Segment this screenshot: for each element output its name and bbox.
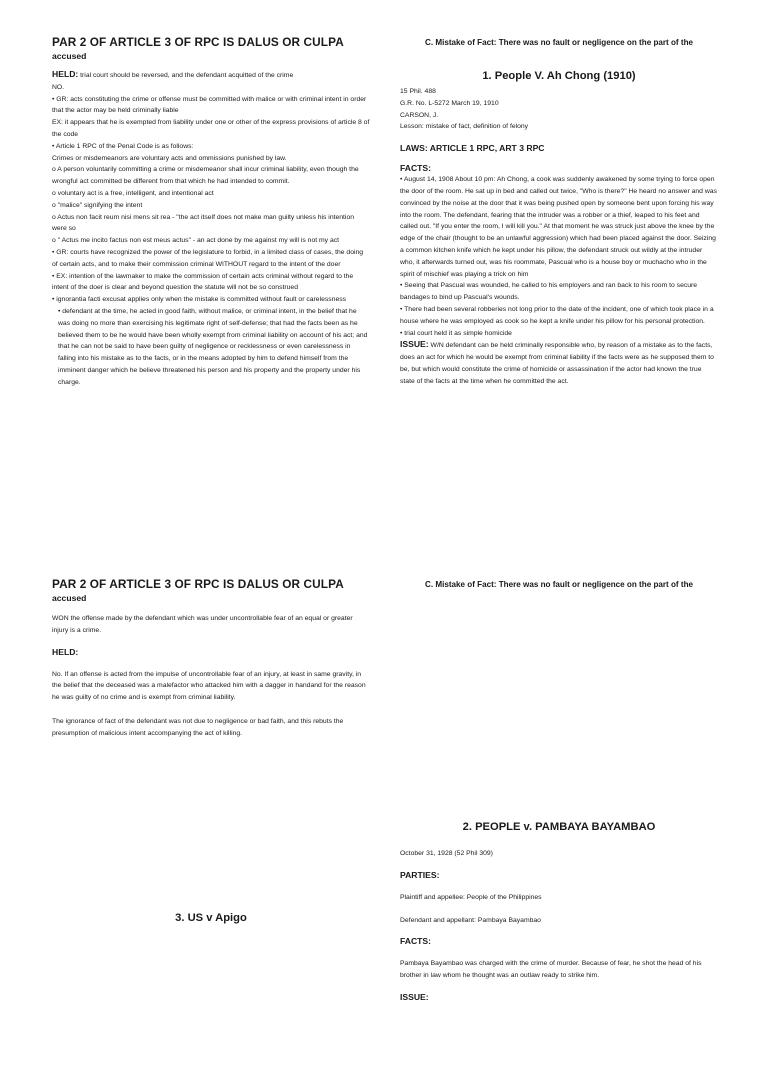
body-line: • EX: intention of the lawmaker to make the commission of certain acts criminal without regard to the intent of the doer is clear and beyond question the statute will not be so construed [52, 272, 354, 292]
body-line: o A person voluntarily committing a crime or misdemeanor shall incur criminal liability, even though the wrongful act committed be different from that which he had intended to commit. [52, 166, 359, 186]
held-text: trial court should be reversed, and the defendant acquitted of the crime [78, 72, 294, 79]
running-header: C. Mistake of Fact: There was no fault or negligence on the part of the [424, 580, 694, 589]
fact-item: • trial court held it as simple homicide [400, 329, 512, 337]
body-line: Crimes or misdemeanors are voluntary acts and ommissions punished by law. [52, 154, 287, 162]
parties-label: PARTIES: [400, 869, 440, 880]
body-line: o "malice" signifying the intent [52, 201, 143, 209]
section-heading: PAR 2 OF ARTICLE 3 OF RPC IS DALUS OR CULPA [52, 577, 344, 591]
body-line: o voluntary act is a free, intelligent, and intentional act [52, 189, 214, 197]
section-subheading: accused [52, 593, 87, 603]
date-line: October 31, 1928 (52 Phil 309) [400, 850, 493, 857]
case-title: 2. PEOPLE v. PAMBAYA BAYAMBAO [462, 821, 656, 833]
body-line: NO. [52, 83, 65, 91]
fact-item: • Seeing that Pascual was wounded, he called to his employers and ran back to his room to secure bandages to bind up Pascual's wounds. [400, 282, 698, 302]
citation-line: 15 Phil. 488 [400, 88, 436, 95]
running-header: C. Mistake of Fact: There was no fault or negligence on the part of the [424, 38, 694, 47]
body-line: • GR: acts constituting the crime or offense must be committed with malice or with criminal intent in order that the actor may be held criminally liable [52, 95, 367, 115]
citation-block [400, 86, 718, 133]
case-details [400, 848, 718, 1002]
body-line: • GR: courts have recognized the power of the legislature to forbid, in a limited class of cases, the doing of certain acts, and to make their commission criminal WITHOUT regard to the intent of the doer [52, 248, 364, 268]
case-title: 3. US v Apigo [175, 912, 247, 924]
body-line: • ignorantia facti excusat applies only when the mistake is committed without fault or carelessness [52, 296, 347, 304]
page1-left-column [52, 0, 370, 389]
issue-text: W/N defendant can be held criminally responsible who, by reason of a mistake as to the facts, does an act for which he would be exempt from criminal liability if the facts were as he supposed them to be, but which would constitute the crime of homicide or assassination if the actor had known the true state of the facts at the time when he committed the act. [400, 342, 714, 385]
citation-line: G.R. No. L-5272 March 19, 1910 [400, 99, 499, 107]
body-line: • defendant at the time, he acted in good faith, without malice, or criminal intent, in the belief that he was doing no more than exercising his legitimate right of self-defense; that had the facts been as he believed them to be he would have been wholly exempt from criminal liability on account of his act; and that he can not be said to have been guilty of negligence or recklessness or even carelessness in falling into his mistake as to the facts, or in the means adopted by him to defend himself from the imminent danger which he believe threatened his person and his property and the property under his charge. [58, 307, 368, 386]
won-paragraph: WON the offense made by the defendant which was under uncontrollable fear of an equal or greater injury is a crime. [52, 615, 353, 634]
section-subheading: accused [52, 51, 87, 61]
laws-label: LAWS: ARTICLE 1 RPC, ART 3 RPC [400, 143, 545, 154]
citation-line: CARSON, J. [400, 111, 439, 119]
page2-right-column [400, 568, 718, 1002]
page-1 [0, 0, 768, 512]
held-line [52, 69, 370, 82]
facts-block [400, 174, 718, 387]
facts-label: FACTS: [400, 936, 432, 947]
body-line: o " Actus me incito factus non est meus actus" - an act done by me against my will is not my act [52, 237, 340, 245]
issue-label: ISSUE: [400, 991, 429, 1002]
body-line: • Article 1 RPC of the Penal Code is as follows: [52, 142, 194, 150]
page1-right-column [400, 0, 718, 388]
held-paragraph: The ignorance of fact of the defendant was not due to negligence or bad faith, and this rebuts the presumption of malicious intent accompanying the act of killing. [52, 717, 344, 737]
facts-paragraph: Pambaya Bayambao was charged with the crime of murder. Because of fear, he shot the head of his brother in law whom he thought was an outlaw ready to strike him. [400, 960, 702, 980]
plaintiff-line: Plaintiff and appellee: People of the Philippines [400, 893, 542, 901]
fact-item: • There had been several robberies not long prior to the date of the incident, one of which took place in a house where he was employed as cook so he kept a knife under his pillow for his personal protection. [400, 305, 714, 325]
issue-paragraph [400, 339, 718, 387]
case-title: 1. People V. Ah Chong (1910) [482, 70, 636, 82]
facts-label: FACTS: [400, 163, 432, 174]
held-paragraph: No. If an offense is acted from the impulse of uncontrollable fear of an injury, at least in same gravity, in the belief that the deceased was a malefactor who attacked him with a dagger in handand for the reason he was guilty of no crime and is exempt from criminal liability. [52, 670, 366, 702]
body-line: EX: it appears that he is exempted from liability under one or other of the express provisions of article 8 of the code [52, 119, 370, 138]
body-line: o Actus non facit reum nisi mens sit rea - "the act itself does not make man guilty unless his intention were so [52, 213, 355, 233]
lesson-line: Lesson: mistake of fact, definition of felony [400, 123, 529, 131]
issue-label: ISSUE: [400, 339, 429, 350]
section-heading: PAR 2 OF ARTICLE 3 OF RPC IS DALUS OR CULPA [52, 35, 344, 49]
page2-left-column [52, 568, 370, 924]
held-label: HELD: [52, 646, 79, 657]
held-block [52, 69, 370, 389]
page-2 [0, 568, 768, 1080]
held-label: HELD: [52, 69, 79, 79]
defendant-line: Defendant and appellant: Pambaya Bayambao [400, 916, 541, 924]
fact-item: • August 14, 1908 About 10 pm: Ah Chong, a cook was suddenly awakened by some trying to force open the door of the room. He sat up in bed and called out twice, "Who is there?" He heard no answer and was convinced by the noise at the door that it was being pushed open by someone bent upon forcing his way into the room. The defendant, fearing that the intruder was a robber or a thief, leaped to his feet and called out. "If you enter the room, I will kill you." At that moment he was struck just above the knee by the edge of the chair (thought to be an unlawful aggression) which had been placed against the door. Seizing a common kitchen knife which he kept under his pillow, the defendant struck out wildly at the intruder who, it afterwards turned out, was his roommate, Pascual who is a house boy or muchacho who in the spirit of mischief was playing a trick on him [400, 176, 717, 278]
